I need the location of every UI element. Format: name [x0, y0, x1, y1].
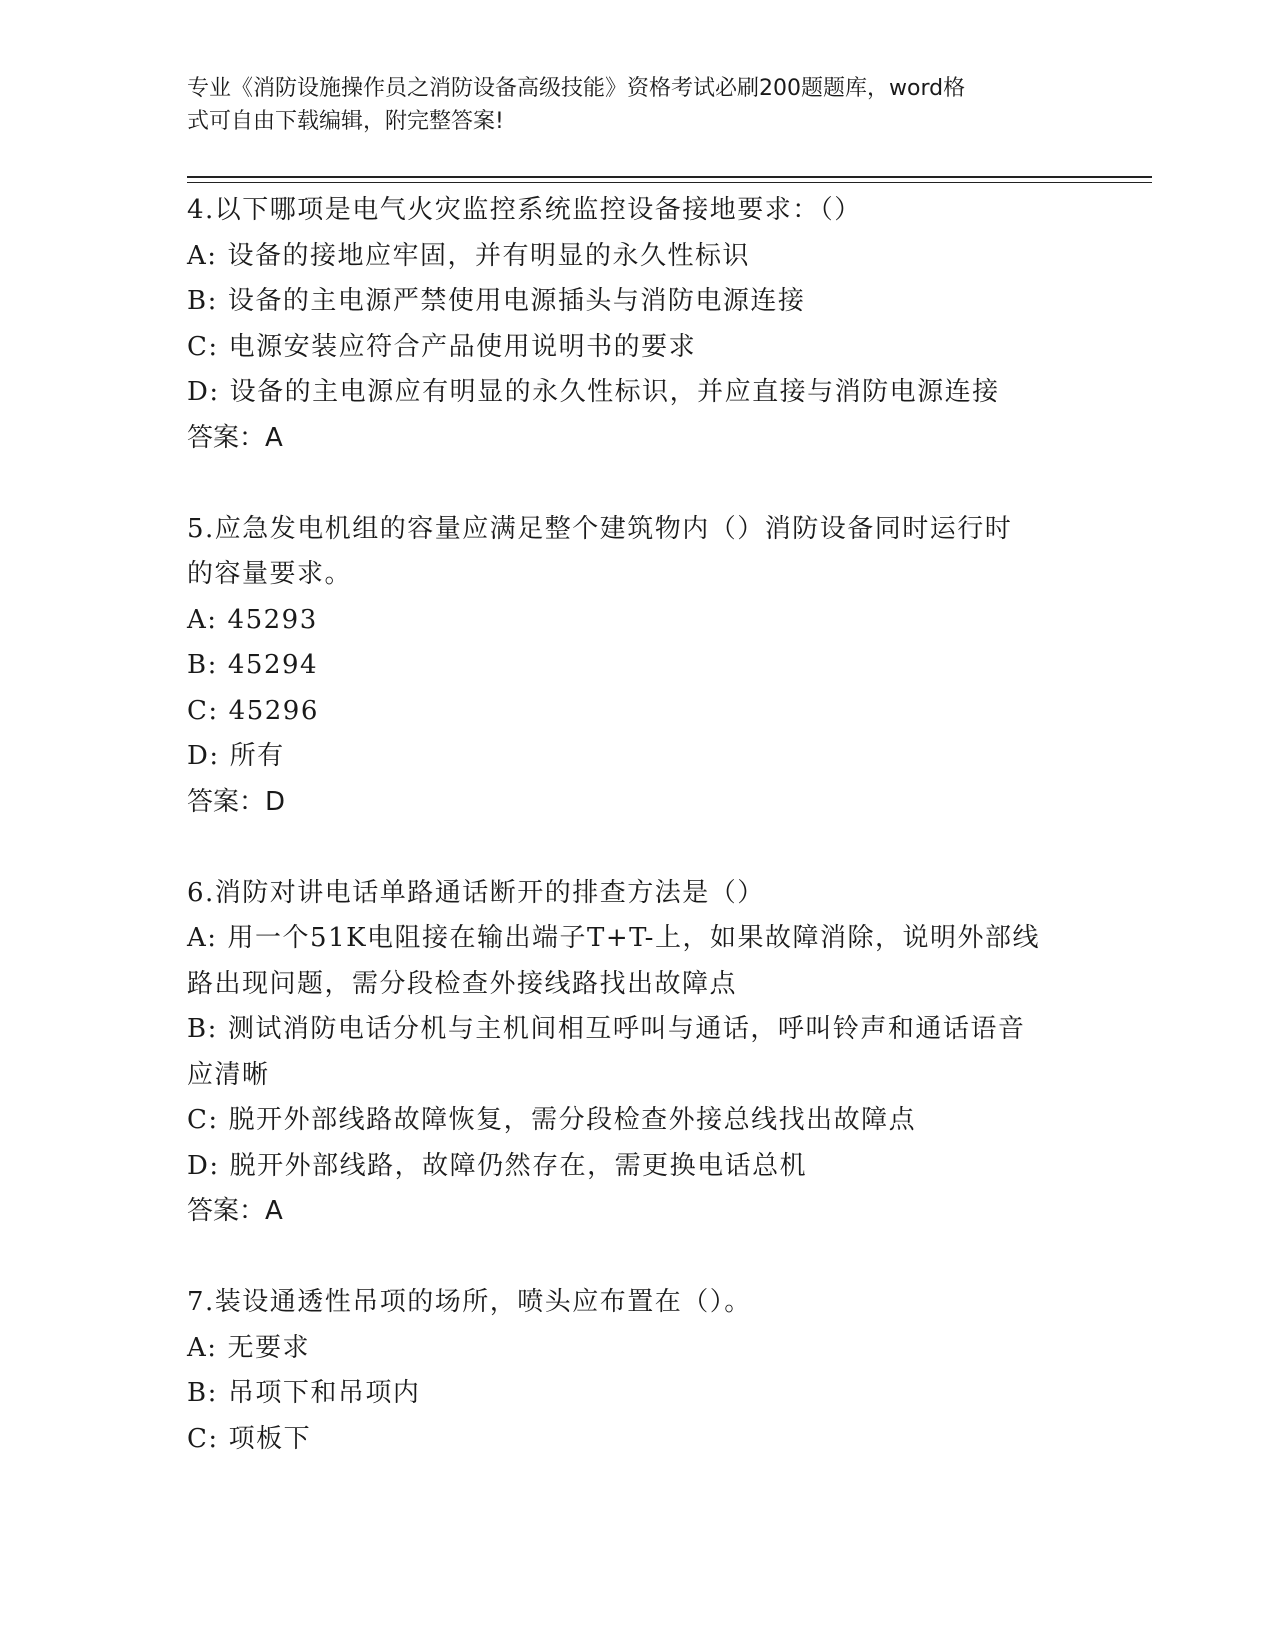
question-block [187, 871, 1087, 1235]
option-key: A: [187, 1332, 218, 1363]
option-text: 项板下 [228, 1423, 312, 1454]
question-stem: 7.装设通透性吊项的场所，喷头应布置在（）。 [187, 1287, 752, 1317]
option-key: D: [187, 377, 220, 407]
option-text: 45294 [227, 650, 319, 680]
answer-value: A [265, 422, 283, 453]
option-text: 吊项下和吊项内 [227, 1378, 421, 1408]
answer-label: 答案： [187, 422, 266, 453]
question-list [187, 188, 1087, 1508]
option-text: 电源安装应符合产品使用说明书的要求 [228, 331, 697, 362]
answer-option [187, 643, 1087, 689]
option-text: 45296 [228, 695, 319, 726]
question-block [187, 1280, 1087, 1462]
option-key: C: [187, 331, 219, 362]
answer-value: D [265, 786, 286, 817]
answer-option [187, 1098, 1087, 1144]
answer-label: 答案： [187, 1196, 266, 1226]
answer-option [187, 1326, 1087, 1372]
question-stem: 的容量要求。 [187, 559, 353, 589]
question-stem: 4.以下哪项是电气火灾监控系统监控设备接地要求：（） [187, 195, 862, 225]
header-rule-thin [187, 182, 1152, 183]
option-text: 脱开外部线路故障恢复，需分段检查外接总线找出故障点 [228, 1105, 917, 1135]
option-key: A: [187, 923, 218, 953]
answer-option: 路出现问题，需分段检查外接线路找出故障点 [187, 968, 738, 999]
option-text: 所有 [229, 741, 285, 771]
answer-option [187, 370, 1087, 416]
answer-option [187, 1007, 1087, 1053]
answer-option [187, 916, 1087, 962]
option-key: B: [187, 1014, 218, 1044]
option-text: 脱开外部线路，故障仍然存在，需更换电话总机 [229, 1150, 808, 1181]
answer-line [187, 416, 1087, 462]
option-key: A: [187, 604, 218, 635]
option-key: C: [187, 695, 219, 726]
document-header [187, 72, 1067, 138]
answer-option [187, 1144, 1087, 1190]
header-line-2: 式可自由下载编辑，附完整答案! [187, 109, 504, 134]
option-key: C: [187, 1423, 219, 1454]
option-text: 用一个51K电阻接在输出端子T+T-上，如果故障消除，说明外部线 [227, 923, 1040, 953]
option-text: 设备的主电源应有明显的永久性标识，并应直接与消防电源连接 [229, 377, 1000, 407]
option-text: 测试消防电话分机与主机间相互呼叫与通话，呼叫铃声和通话语音 [227, 1014, 1026, 1044]
header-line-1: 专业《消防设施操作员之消防设备高级技能》资格考试必刷200题题库，word格 [187, 76, 966, 101]
answer-option [187, 234, 1087, 280]
answer-label: 答案： [187, 786, 266, 817]
option-text: 设备的主电源严禁使用电源插头与消防电源连接 [227, 286, 806, 316]
option-text: 设备的接地应牢固，并有明显的永久性标识 [227, 240, 751, 271]
option-key: A: [187, 240, 218, 271]
option-key: D: [187, 1150, 220, 1181]
question-stem: 5.应急发电机组的容量应满足整个建筑物内（）消防设备同时运行时 [187, 513, 1013, 544]
option-key: B: [187, 650, 218, 680]
question-block [187, 188, 1087, 461]
header-rule-thick [187, 176, 1152, 178]
option-key: D: [187, 741, 220, 771]
answer-option [187, 1371, 1087, 1417]
answer-option [187, 325, 1087, 371]
answer-option [187, 734, 1087, 780]
answer-option [187, 598, 1087, 644]
answer-option: 应清晰 [187, 1059, 270, 1090]
answer-value: A [265, 1196, 283, 1226]
option-text: 无要求 [227, 1332, 311, 1363]
option-text: 45293 [227, 604, 318, 635]
answer-line [187, 1189, 1087, 1235]
answer-line [187, 780, 1087, 826]
answer-option [187, 1417, 1087, 1463]
option-key: B: [187, 286, 218, 316]
question-stem: 6.消防对讲电话单路通话断开的排查方法是（） [187, 877, 765, 908]
option-key: C: [187, 1105, 219, 1135]
answer-option [187, 279, 1087, 325]
answer-option [187, 689, 1087, 735]
option-key: B: [187, 1378, 218, 1408]
question-block [187, 507, 1087, 826]
